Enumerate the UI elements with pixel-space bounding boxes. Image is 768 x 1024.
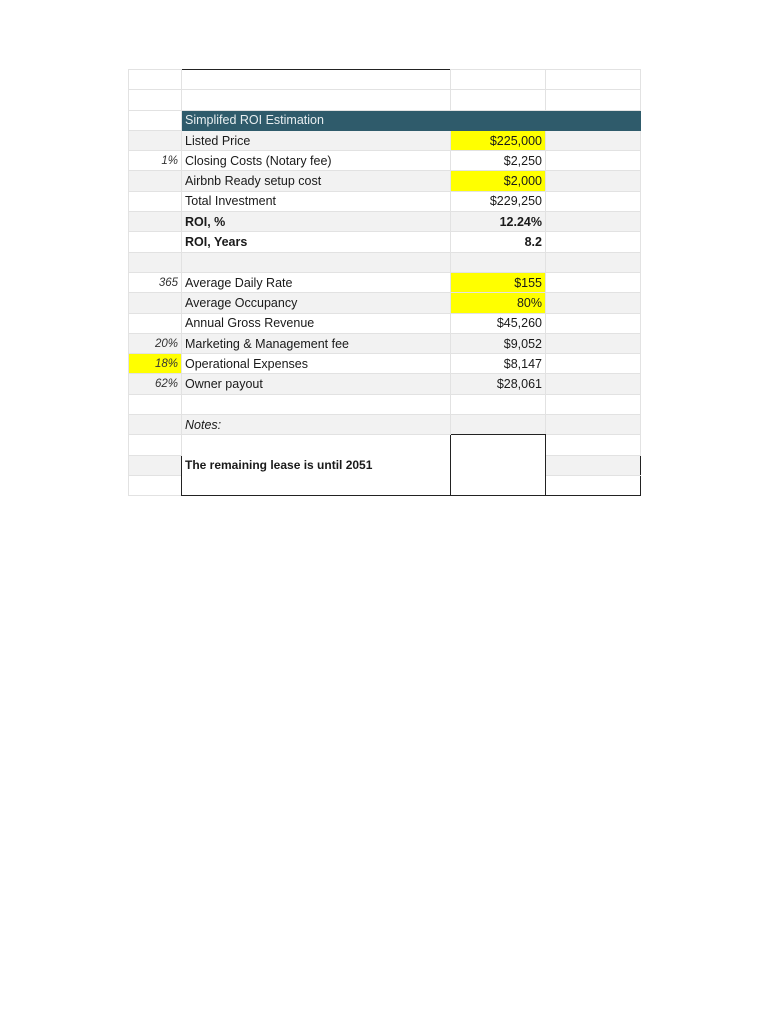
- cell[interactable]: [129, 415, 182, 435]
- cell[interactable]: [546, 252, 641, 272]
- cell[interactable]: [129, 171, 182, 191]
- cell[interactable]: [129, 130, 182, 150]
- cell[interactable]: [546, 293, 641, 313]
- cell[interactable]: [546, 394, 641, 414]
- empty-row: [129, 70, 641, 90]
- table-row: [129, 130, 641, 150]
- setup-cost-label[interactable]: Airbnb Ready setup cost: [182, 171, 451, 191]
- cell[interactable]: [451, 70, 546, 90]
- cell[interactable]: [129, 110, 182, 130]
- table-row: [129, 151, 641, 171]
- cell[interactable]: [129, 293, 182, 313]
- cell[interactable]: [546, 212, 641, 232]
- marketing-fee-label[interactable]: Marketing & Management fee: [182, 333, 451, 353]
- empty-row: [129, 90, 641, 110]
- cell[interactable]: [129, 232, 182, 252]
- cell[interactable]: [546, 415, 641, 435]
- closing-costs-label[interactable]: Closing Costs (Notary fee): [182, 151, 451, 171]
- table-row: [129, 415, 641, 435]
- owner-payout-value[interactable]: $28,061: [451, 374, 546, 394]
- daily-rate-label[interactable]: Average Daily Rate: [182, 272, 451, 292]
- roi-years-value[interactable]: 8.2: [451, 232, 546, 252]
- occupancy-value[interactable]: 80%: [451, 293, 546, 313]
- cell[interactable]: [129, 191, 182, 211]
- table-row: [129, 191, 641, 211]
- lease-note[interactable]: The remaining lease is until 2051: [182, 435, 451, 496]
- cell[interactable]: [546, 455, 641, 475]
- operational-pct[interactable]: 18%: [129, 354, 182, 374]
- table-row: [129, 272, 641, 292]
- gross-revenue-label[interactable]: Annual Gross Revenue: [182, 313, 451, 333]
- listed-price-label[interactable]: Listed Price: [182, 130, 451, 150]
- gross-revenue-value[interactable]: $45,260: [451, 313, 546, 333]
- cell[interactable]: [546, 151, 641, 171]
- closing-costs-pct[interactable]: 1%: [129, 151, 182, 171]
- cell[interactable]: [546, 191, 641, 211]
- cell[interactable]: [129, 455, 182, 475]
- cell[interactable]: [182, 90, 451, 110]
- cell[interactable]: [129, 70, 182, 90]
- cell[interactable]: [546, 333, 641, 353]
- cell[interactable]: [546, 475, 641, 495]
- total-investment-value[interactable]: $229,250: [451, 191, 546, 211]
- empty-row: [129, 394, 641, 414]
- cell[interactable]: [451, 394, 546, 414]
- notes-label[interactable]: Notes:: [182, 415, 451, 435]
- cell[interactable]: [182, 70, 451, 90]
- cell[interactable]: [182, 252, 451, 272]
- cell[interactable]: [182, 394, 451, 414]
- table-row: [129, 212, 641, 232]
- cell[interactable]: [546, 374, 641, 394]
- occupancy-label[interactable]: Average Occupancy: [182, 293, 451, 313]
- cell[interactable]: [129, 475, 182, 495]
- table-header-row: [129, 110, 641, 130]
- cell[interactable]: [546, 232, 641, 252]
- operational-value[interactable]: $8,147: [451, 354, 546, 374]
- cell[interactable]: [546, 313, 641, 333]
- table-row: [129, 435, 641, 455]
- table-row: [129, 232, 641, 252]
- table-row: [129, 293, 641, 313]
- days-per-year[interactable]: 365: [129, 272, 182, 292]
- cell[interactable]: [451, 110, 546, 130]
- cell[interactable]: [546, 90, 641, 110]
- cell[interactable]: [546, 435, 641, 455]
- closing-costs-value[interactable]: $2,250: [451, 151, 546, 171]
- roi-title[interactable]: Simplifed ROI Estimation: [182, 110, 451, 130]
- cell[interactable]: [546, 70, 641, 90]
- cell[interactable]: [546, 130, 641, 150]
- cell[interactable]: [546, 272, 641, 292]
- cell[interactable]: [129, 90, 182, 110]
- table-row: [129, 171, 641, 191]
- cell[interactable]: [451, 435, 546, 496]
- owner-payout-label[interactable]: Owner payout: [182, 374, 451, 394]
- cell[interactable]: [129, 212, 182, 232]
- cell[interactable]: [129, 313, 182, 333]
- owner-payout-pct[interactable]: 62%: [129, 374, 182, 394]
- cell[interactable]: [546, 110, 641, 130]
- roi-spreadsheet: [128, 69, 641, 496]
- total-investment-label[interactable]: Total Investment: [182, 191, 451, 211]
- cell[interactable]: [451, 90, 546, 110]
- roi-pct-label[interactable]: ROI, %: [182, 212, 451, 232]
- cell[interactable]: [546, 171, 641, 191]
- roi-pct-value[interactable]: 12.24%: [451, 212, 546, 232]
- cell[interactable]: [129, 252, 182, 272]
- cell[interactable]: [129, 435, 182, 455]
- daily-rate-value[interactable]: $155: [451, 272, 546, 292]
- marketing-fee-value[interactable]: $9,052: [451, 333, 546, 353]
- empty-row: [129, 252, 641, 272]
- table-row: [129, 354, 641, 374]
- table-row: [129, 333, 641, 353]
- cell[interactable]: [129, 394, 182, 414]
- marketing-fee-pct[interactable]: 20%: [129, 333, 182, 353]
- cell[interactable]: [451, 415, 546, 435]
- operational-label[interactable]: Operational Expenses: [182, 354, 451, 374]
- cell[interactable]: [546, 354, 641, 374]
- table-row: [129, 313, 641, 333]
- cell[interactable]: [451, 252, 546, 272]
- setup-cost-value[interactable]: $2,000: [451, 171, 546, 191]
- table-row: [129, 374, 641, 394]
- listed-price-value[interactable]: $225,000: [451, 130, 546, 150]
- roi-years-label[interactable]: ROI, Years: [182, 232, 451, 252]
